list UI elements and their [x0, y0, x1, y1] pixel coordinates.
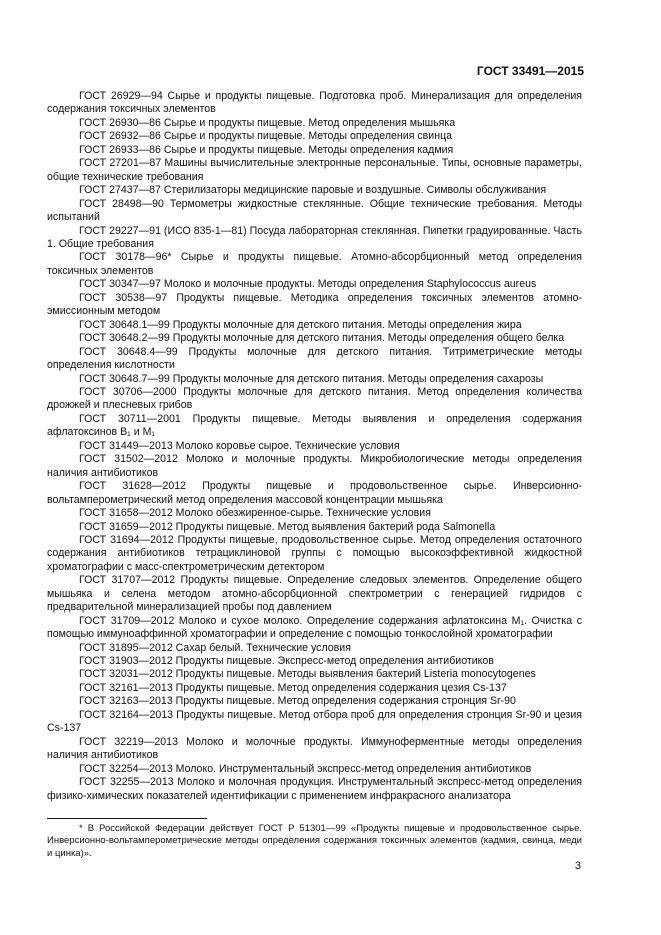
reference-entry: ГОСТ 30711—2001 Продукты пищевые. Методы выявления и определения содержания афлатоксинов B₁ и M₁ [47, 412, 582, 439]
reference-entry: ГОСТ 32163—2013 Продукты пищевые. Метод определения содержания стронция Sr-90 [79, 695, 516, 708]
reference-entry: ГОСТ 30648.7—99 Продукты молочные для детского питания. Методы определения сахарозы [79, 372, 544, 385]
footnote-divider [47, 818, 207, 819]
reference-entry: ГОСТ 31709—2012 Молоко и сухое молоко. Определение содержания афлатоксина M₁. Очистка с помощью иммуноаффинной хроматографии и определение с помощью тонкослойной хроматографии [47, 614, 582, 641]
reference-entry: ГОСТ 30178—96* Сырье и продукты пищевые. Атомно-абсорбционный метод определения токсичных элементов [47, 251, 582, 277]
reference-entry: ГОСТ 32161—2013 Продукты пищевые. Метод определения содержания цезия Cs-137 [79, 681, 507, 694]
reference-entry: ГОСТ 30648.1—99 Продукты молочные для детского питания. Методы определения жира [79, 318, 522, 331]
reference-entry: ГОСТ 31903—2012 Продукты пищевые. Экспресс-метод определения антибиотиков [79, 655, 494, 668]
reference-entry: ГОСТ 29227—91 (ИСО 835-1—81) Посуда лабораторная стеклянная. Пипетки градуированные. Часть 1. Общие требования [47, 224, 582, 250]
page-number: 3 [574, 860, 581, 872]
reference-entry: ГОСТ 27201—87 Машины вычислительные электронные персональные. Типы, основные параметры, общие технические требования [47, 157, 582, 183]
reference-entry: ГОСТ 32255—2013 Молоко и молочная продукция. Инструментальный экспресс-метод определения физико-химических показателей идентификации с применением инфракрасного анализатора [47, 776, 582, 802]
footnote: * В Российской Федерации действует ГОСТ Р 51301—99 «Продукты пищевые и продовольственное сырье. Инверсионно-вольтамперометрические методы определения содержания токсичных элементов (кадмия, свинца, меди и цинка)». [47, 823, 582, 859]
reference-entry: ГОСТ 30538—97 Продукты пищевые. Методика определения токсичных элементов атомно-эмиссионным методом [47, 291, 582, 318]
reference-entry: ГОСТ 31659—2012 Продукты пищевые. Метод выявления бактерий рода Salmonella [79, 520, 496, 533]
references-list [47, 90, 582, 803]
reference-entry: ГОСТ 31707—2012 Продукты пищевые. Определение следовых элементов. Определение общего мышьяка и селена методом атомно-абсорбционной спектрометрии с генерацией гидридов с предварительной минерализацией пробы под давлением [47, 574, 582, 614]
reference-entry: ГОСТ 30648.4—99 Продукты молочные для детского питания. Титриметрические методы определения кислотности [47, 345, 582, 372]
reference-entry: ГОСТ 31694—2012 Продукты пищевые, продовольственное сырье. Метод определения остаточного содержания антибиотиков тетрациклиновой группы с помощью высокоэффективной жидкостной хроматографии с масс-спектрометрическим детектором [47, 533, 582, 573]
reference-entry: ГОСТ 31502—2012 Молоко и молочные продукты. Микробиологические методы определения наличия антибиотиков [47, 453, 582, 479]
reference-entry: ГОСТ 27437—87 Стерилизаторы медицинские паровые и воздушные. Символы обслуживания [79, 184, 547, 197]
reference-entry: ГОСТ 26932—86 Сырье и продукты пищевые. Методы определения свинца [79, 130, 453, 143]
reference-entry: ГОСТ 30648.2—99 Продукты молочные для детского питания. Методы определения общего белка [79, 332, 565, 345]
reference-entry: ГОСТ 26933—86 Сырье и продукты пищевые. Методы определения кадмия [79, 143, 454, 156]
reference-entry: ГОСТ 32219—2013 Молоко и молочные продукты. Иммуноферментные методы определения наличия антибиотиков [47, 735, 582, 762]
reference-entry: ГОСТ 26929—94 Сырье и продукты пищевые. Подготовка проб. Минерализация для определения содержания токсичных элементов [47, 90, 582, 116]
reference-entry: ГОСТ 31895—2012 Сахар белый. Технические условия [79, 641, 351, 654]
document-code-header: ГОСТ 33491—2015 [476, 64, 584, 78]
reference-entry: ГОСТ 32164—2013 Продукты пищевые. Метод отбора проб для определения стронция Sr-90 и цезия Cs-137 [47, 708, 582, 735]
reference-entry: ГОСТ 32031—2012 Продукты пищевые. Методы выявления бактерий Listeria monocytogenes [79, 668, 536, 681]
reference-entry: ГОСТ 31658—2012 Молоко обезжиренное-сырье. Технические условия [79, 507, 431, 520]
reference-entry: ГОСТ 32254—2013 Молоко. Инструментальный экспресс-метод определения антибиотиков [79, 762, 532, 775]
reference-entry: ГОСТ 31449—2013 Молоко коровье сырое. Технические условия [79, 439, 400, 452]
reference-entry: ГОСТ 28498—90 Термометры жидкостные стеклянные. Общие технические требования. Методы испытаний [47, 197, 582, 224]
reference-entry: ГОСТ 30706—2000 Продукты молочные для детского питания. Метод определения количества дрожжей и плесневых грибов [47, 385, 582, 412]
reference-entry: ГОСТ 26930—86 Сырье и продукты пищевые. Метод определения мышьяка [79, 116, 456, 129]
reference-entry: ГОСТ 30347—97 Молоко и молочные продукты. Методы определения Staphylococcus aureus [79, 278, 537, 291]
reference-entry: ГОСТ 31628—2012 Продукты пищевые и продовольственное сырье. Инверсионно-вольтамперометрический метод определения массовой концентрации мышьяка [47, 480, 582, 506]
